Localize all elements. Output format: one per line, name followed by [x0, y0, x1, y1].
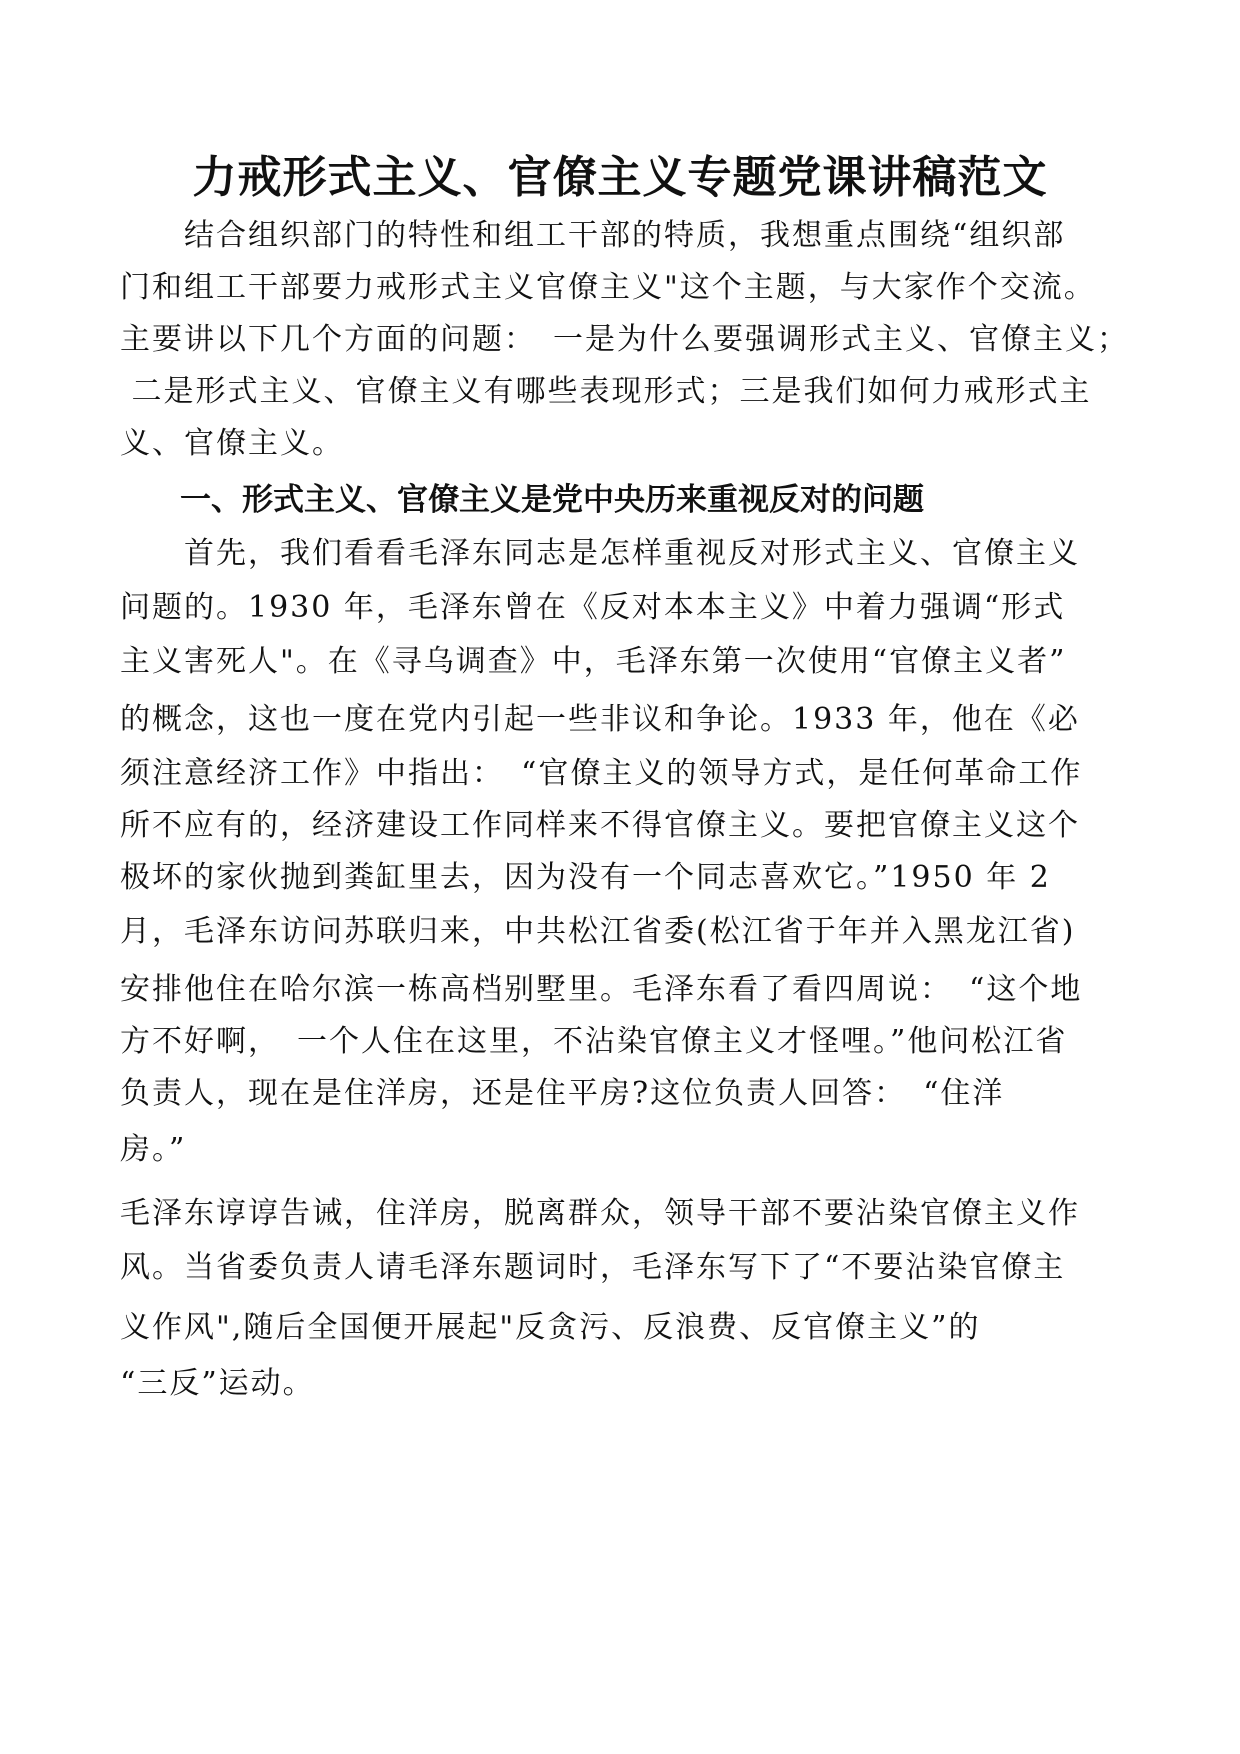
- body-line: 所不应有的，经济建设工作同样来不得官僚主义。要把官僚主义这个: [120, 808, 1080, 843]
- body-line: 毛泽东谆谆告诫，住洋房，脱离群众，领导干部不要沾染官僚主义作: [120, 1196, 1080, 1231]
- body-line: 问题的。1930 年，毛泽东曾在《反对本本主义》中着力强调“形式: [120, 590, 1066, 625]
- document-title: 力戒形式主义、官僚主义专题党课讲稿范文: [192, 152, 1048, 203]
- body-line: 主义害死人"。在《寻乌调查》中，毛泽东第一次使用“官僚主义者”: [120, 644, 1067, 679]
- body-line: 房。”: [120, 1132, 187, 1167]
- intro-line: 门和组工干部要力戒形式主义官僚主义"这个主题，与大家作个交流。: [120, 270, 1096, 305]
- body-line: 安排他住在哈尔滨一栋高档别墅里。毛泽东看了看四周说： “这个地: [120, 972, 1083, 1007]
- body-line: 首先，我们看看毛泽东同志是怎样重视反对形式主义、官僚主义: [120, 536, 1080, 571]
- body-line: 极坏的家伙抛到粪缸里去，因为没有一个同志喜欢它。”1950 年 2: [120, 860, 1051, 895]
- body-line: 方不好啊， 一个人住在这里，不沾染官僚主义才怪哩。”他问松江省: [120, 1024, 1068, 1059]
- body-line: 风。当省委负责人请毛泽东题词时，毛泽东写下了“不要沾染官僚主: [120, 1250, 1066, 1285]
- body-line: 月，毛泽东访问苏联归来，中共松江省委(松江省于年并入黑龙江省): [120, 914, 1076, 949]
- body-line: 须注意经济工作》中指出： “官僚主义的领导方式，是任何革命工作: [120, 756, 1083, 791]
- body-line: 义作风",随后全国便开展起"反贪污、反浪费、反官僚主义”的: [120, 1310, 981, 1345]
- section-heading: 一、形式主义、官僚主义是党中央历来重视反对的问题: [180, 482, 924, 518]
- body-line: 的概念，这也一度在党内引起一些非议和争论。1933 年，他在《必: [120, 702, 1080, 737]
- intro-line: 主要讲以下几个方面的问题： 一是为什么要强调形式主义、官僚主义；: [120, 322, 1129, 357]
- body-line: 负责人，现在是住洋房，还是住平房?这位负责人回答： “住洋: [120, 1076, 1005, 1111]
- intro-line: 二是形式主义、官僚主义有哪些表现形式；三是我们如何力戒形式主: [120, 374, 1092, 409]
- intro-line: 义、官僚主义。: [120, 426, 344, 461]
- body-line: “三反”运动。: [120, 1366, 315, 1401]
- intro-line: 结合组织部门的特性和组工干部的特质，我想重点围绕“组织部: [120, 218, 1066, 253]
